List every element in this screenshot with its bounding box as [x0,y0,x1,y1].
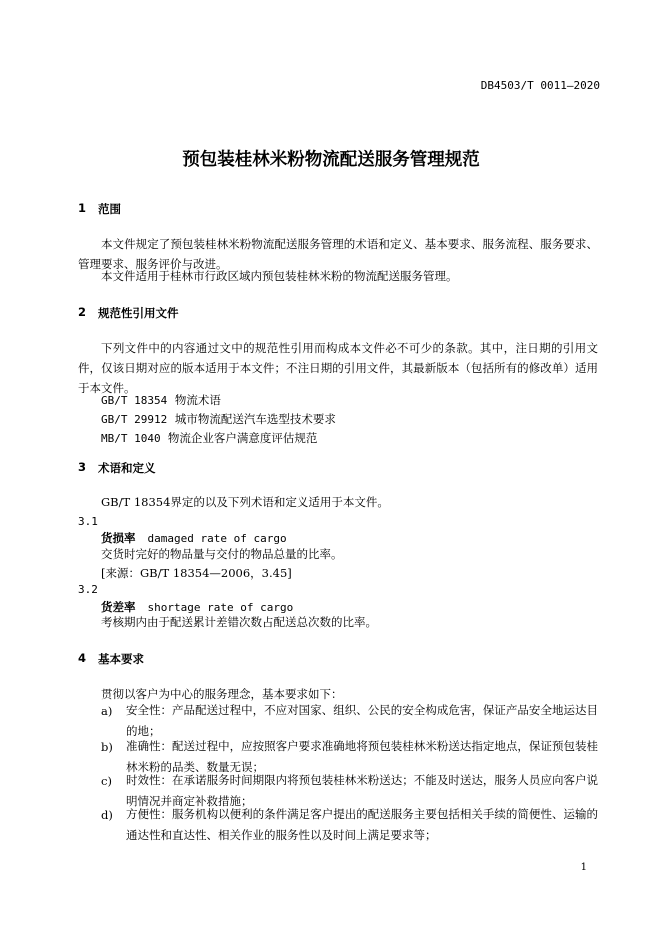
term-definition: 考核期内由于配送累计差错次数占配送总次数的比率。 [101,615,377,629]
section-4-intro: 贯彻以客户为中心的服务理念，基本要求如下： [101,687,343,701]
reference-item [101,428,317,448]
term-number: 3.2 [78,583,98,596]
term-number: 3.1 [78,515,98,528]
section-3-intro: GB/T 18354界定的以及下列术语和定义适用于本文件。 [101,495,389,509]
term-name: 货损率 [101,531,136,545]
section-3-title: 术语和定义 [98,461,156,475]
reference-code: GB/T 29912 [101,413,168,426]
section-2-number: 2 [78,305,87,319]
list-marker: b) [101,740,113,754]
list-item-text: 安全性：产品配送过程中，不应对国家、组织、公民的安全构成危害，保证产品安全地运达目的地； [126,703,598,738]
list-marker: c) [101,774,112,788]
list-item-text: 方便性：服务机构以便利的条件满足客户提出的配送服务主要包括相关手续的简便性、运输的通达性和直达性、相关作业的服务性以及时间上满足要求等； [126,807,598,842]
term-source: [来源：GB/T 18354—2006，3.45] [101,566,292,580]
list-item-text: 准确性：配送过程中，应按照客户要求准确地将预包装桂林米粉送达指定地点，保证预包装桂林米粉的品类、数量无误； [126,739,598,774]
section-1-paragraph-1: 本文件规定了预包装桂林米粉物流配送服务管理的术语和定义、基本要求、服务流程、服务要求、管理要求、服务评价与改进。 [78,237,598,271]
document-code: DB4503/T 0011—2020 [480,79,600,92]
reference-code: GB/T 18354 [101,394,168,407]
term-english: damaged rate of cargo [147,532,287,545]
page-number: 1 [580,862,587,873]
term-name: 货差率 [101,600,136,614]
section-1-number: 1 [78,201,87,215]
section-2-title: 规范性引用文件 [98,306,179,320]
reference-name: 物流企业客户满意度评估规范 [167,431,318,445]
list-marker: a) [101,704,113,718]
section-1-title: 范围 [98,202,121,216]
term-definition: 交货时完好的物品量与交付的物品总量的比率。 [101,547,343,561]
section-1-paragraph-2: 本文件适用于桂林市行政区域内预包装桂林米粉的物流配送服务管理。 [101,269,458,283]
section-4-title: 基本要求 [98,652,144,666]
document-title: 预包装桂林米粉物流配送服务管理规范 [182,150,480,170]
reference-item [101,390,221,410]
list-marker: d) [101,808,113,822]
reference-name: 城市物流配送汽车选型技术要求 [174,412,336,426]
reference-item [101,409,336,429]
list-item-text: 时效性：在承诺服务时间期限内将预包装桂林米粉送达；不能及时送达，服务人员应向客户说明情况并商定补救措施； [126,773,598,808]
reference-name: 物流术语 [174,393,221,407]
section-4-number: 4 [78,651,87,665]
section-2-paragraph-1: 下列文件中的内容通过文中的规范性引用而构成本文件必不可少的条款。其中，注日期的引用文件，仅该日期对应的版本适用于本文件；不注日期的引用文件，其最新版本（包括所有的修改单）适用于本文件。 [78,341,598,395]
term-english: shortage rate of cargo [147,601,294,614]
reference-code: MB/T 1040 [101,432,161,445]
section-3-number: 3 [78,460,87,474]
